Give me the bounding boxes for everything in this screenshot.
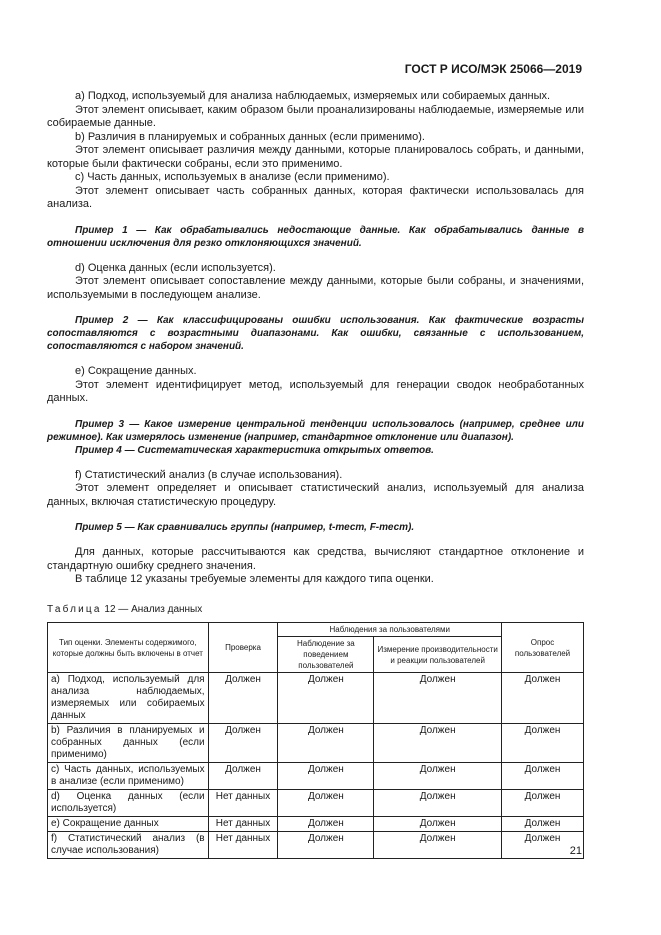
header-user-observations: Наблюдения за пользователями bbox=[278, 623, 502, 637]
item-d-description: Этот элемент описывает сопоставление между данными, которые были собраны, и значениями, используемыми в последующем анализе. bbox=[47, 275, 584, 301]
document-body bbox=[47, 90, 584, 859]
performance-cell: Должен bbox=[374, 763, 502, 790]
data-analysis-table bbox=[47, 622, 584, 859]
means-note: Для данных, которые рассчитываются как средства, вычисляют стандартное отклонение и стандартную ошибку среднего значения. bbox=[47, 546, 584, 572]
table-row bbox=[48, 724, 584, 763]
row-item: a) Подход, используемый для анализа наблюдаемых, измеряемых или собираемых данных bbox=[48, 673, 209, 724]
document-header: ГОСТ Р ИСО/МЭК 25066—2019 bbox=[404, 62, 582, 76]
survey-cell: Должен bbox=[502, 724, 584, 763]
item-a-description: Этот элемент описывает, каким образом были проанализированы наблюдаемые, измеряемые или собираемые данные. bbox=[47, 103, 584, 129]
table-caption-prefix: Таблица bbox=[47, 603, 102, 615]
check-cell: Должен bbox=[208, 724, 278, 763]
item-f-description: Этот элемент определяет и описывает статистический анализ, используемый для анализа данных, включая статистическую процедуру. bbox=[47, 482, 584, 508]
survey-cell: Должен bbox=[502, 817, 584, 832]
item-c-description: Этот элемент описывает часть собранных данных, которая фактически использовалась для анализа. bbox=[47, 184, 584, 210]
check-cell: Нет данных bbox=[208, 790, 278, 817]
performance-cell: Должен bbox=[374, 832, 502, 859]
table-reference: В таблице 12 указаны требуемые элементы для каждого типа оценки. bbox=[75, 573, 434, 585]
observation-cell: Должен bbox=[278, 817, 374, 832]
item-f-title: f) Статистический анализ (в случае использования). bbox=[75, 468, 343, 481]
observation-cell: Должен bbox=[278, 763, 374, 790]
item-b-description: Этот элемент описывает различия между данными, которые планировалось собрать, и данными, которые были фактически собраны, если это применимо. bbox=[47, 144, 584, 170]
performance-cell: Должен bbox=[374, 724, 502, 763]
survey-cell: Должен bbox=[502, 790, 584, 817]
observation-cell: Должен bbox=[278, 832, 374, 859]
check-cell: Нет данных bbox=[208, 817, 278, 832]
item-c-title: c) Часть данных, используемых в анализе (если применимо). bbox=[75, 171, 390, 183]
example-5: Пример 5 — Как сравнивались группы (например, t-тест, F-тест). bbox=[75, 522, 415, 533]
item-a-title: a) Подход, используемый для анализа наблюдаемых, измеряемых или собираемых данных. bbox=[75, 90, 551, 102]
row-item: e) Сокращение данных bbox=[48, 817, 209, 832]
table-caption-title: 12 — Анализ данных bbox=[101, 603, 203, 615]
check-cell: Должен bbox=[208, 763, 278, 790]
survey-cell: Должен bbox=[502, 763, 584, 790]
performance-cell: Должен bbox=[374, 790, 502, 817]
row-item: b) Различия в планируемых и собранных данных (если применимо) bbox=[48, 724, 209, 763]
table-row bbox=[48, 763, 584, 790]
header-type: Тип оценки. Элементы содержимого, которые должны быть включены в отчет bbox=[48, 623, 209, 673]
check-cell: Должен bbox=[208, 673, 278, 724]
header-performance-measurement: Измерение производительности и реакции пользователей bbox=[374, 637, 502, 673]
row-item: c) Часть данных, используемых в анализе (если применимо) bbox=[48, 763, 209, 790]
survey-cell: Должен bbox=[502, 673, 584, 724]
example-1: Пример 1 — Как обрабатывались недостающие данные. Как обрабатывались данные в отношении исключения для резко отклоняющихся значений. bbox=[47, 224, 584, 249]
table-row bbox=[48, 673, 584, 724]
table-row bbox=[48, 817, 584, 832]
check-cell: Нет данных bbox=[208, 832, 278, 859]
header-survey: Опрос пользователей bbox=[502, 623, 584, 673]
table-row bbox=[48, 790, 584, 817]
item-e-title: e) Сокращение данных. bbox=[75, 365, 197, 377]
table-caption bbox=[47, 603, 584, 617]
example-2: Пример 2 — Как классифицированы ошибки использования. Как фактические возрасты сопоставляются с возрастными диапазонами. Как ошибки, связанные с использованием, сопоставляются с набором значений. bbox=[47, 315, 584, 352]
header-behavior-observation: Наблюдение за поведением пользователей bbox=[278, 637, 374, 673]
table-row bbox=[48, 832, 584, 859]
item-b-title: b) Различия в планируемых и собранных данных (если применимо). bbox=[75, 130, 425, 143]
page-number: 21 bbox=[569, 845, 582, 857]
row-item: f) Статистический анализ (в случае использования) bbox=[48, 832, 209, 859]
observation-cell: Должен bbox=[278, 673, 374, 724]
item-d-title: d) Оценка данных (если используется). bbox=[75, 261, 276, 274]
performance-cell: Должен bbox=[374, 817, 502, 832]
example-3: Пример 3 — Какое измерение центральной тенденции использовалось (например, среднее или режимное). Как измерялось изменение (например, стандартное отклонение или диапазон). bbox=[47, 418, 584, 443]
example-4: Пример 4 — Систематическая характеристика открытых ответов. bbox=[75, 444, 434, 456]
observation-cell: Должен bbox=[278, 724, 374, 763]
item-e-description: Этот элемент идентифицирует метод, используемый для генерации сводок необработанных данных. bbox=[47, 378, 584, 404]
performance-cell: Должен bbox=[374, 673, 502, 724]
observation-cell: Должен bbox=[278, 790, 374, 817]
survey-cell: Должен bbox=[502, 832, 584, 859]
header-check: Проверка bbox=[208, 623, 278, 673]
row-item: d) Оценка данных (если используется) bbox=[48, 790, 209, 817]
